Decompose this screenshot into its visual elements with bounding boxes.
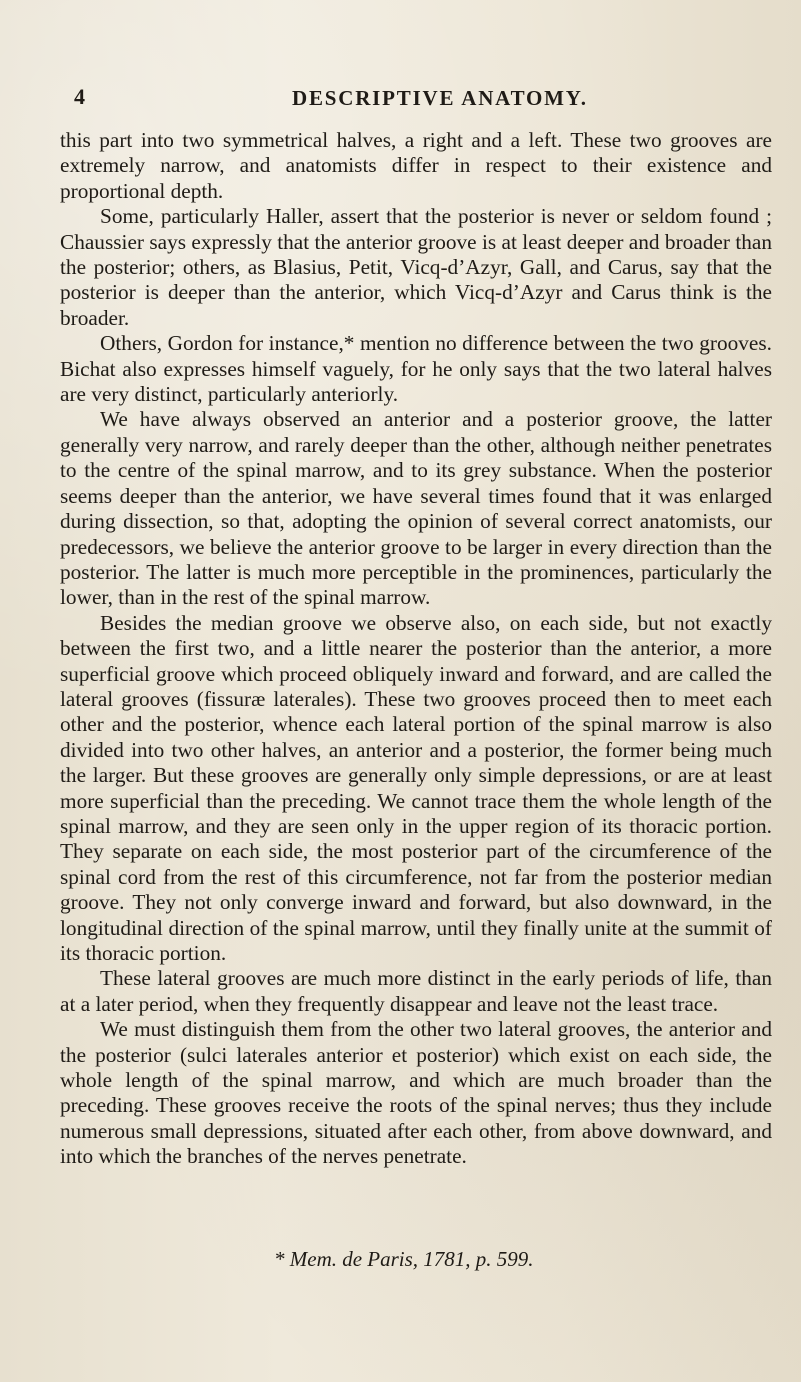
running-head xyxy=(60,84,761,114)
paragraph-3: Others, Gordon for instance,* mention no difference between the two grooves. Bichat also expresses himself vaguely, for he only says that the two lateral halves are very distinct, particularly anteriorly. xyxy=(60,331,772,407)
footnote: * Mem. de Paris, 1781, p. 599. xyxy=(274,1247,534,1271)
paragraph-6: These lateral grooves are much more distinct in the early periods of life, than at a later period, when they frequently disappear and leave not the least trace. xyxy=(60,966,772,1016)
paragraph-1: this part into two symmetrical halves, a right and a left. These two grooves are extremely narrow, and anatomists differ in respect to their existence and proportional depth. xyxy=(60,128,772,203)
running-title: DESCRIPTIVE ANATOMY. xyxy=(292,86,588,110)
paragraph-5: Besides the median groove we observe also, on each side, but not exactly between the first two, and a little nearer the posterior than the anterior, a more superficial groove which proceed obliquely inward and forward, and are called the lateral grooves (fissuræ laterales). These two grooves proceed then to meet each other and the posterior, whence each lateral portion of the spinal marrow is also divided into two other halves, an anterior and a posterior, the former being much the larger. But these grooves are generally only simple depressions, or are at least more superficial than the preceding. We cannot trace them the whole length of the spinal marrow, and they are seen only in the upper region of its thoracic portion. They separate on each side, the most posterior part of the circumference of the spinal cord from the rest of this circumference, not far from the posterior median groove. They not only converge inward and forward, but also downward, in the longitudinal direction of the spinal marrow, until they finally unite at the summit of its thoracic portion. xyxy=(60,610,772,965)
paragraph-7: We must distinguish them from the other two lateral grooves, the anterior and the posterior (sulci laterales anterior et posterior) which exist on each side, the whole length of the spinal marrow, and which are much broader than the preceding. These grooves receive the roots of the spinal nerves; thus they include numerous small depressions, situated after each other, from above downward, and into which the branches of the nerves penetrate. xyxy=(60,1017,772,1169)
page-number: 4 xyxy=(74,84,86,109)
body-text xyxy=(60,128,772,1170)
paragraph-2: Some, particularly Haller, assert that the posterior is never or seldom found ; Chaussier says expressly that the anterior groove is at least deeper and broader than the posterior; others, as Blasius, Petit, Vicq-d’Azyr, Gall, and Carus, say that the posterior is deeper than the anterior, which Vicq-d’Azyr and Carus think is the broader. xyxy=(60,204,772,330)
paragraph-4: We have always observed an anterior and a posterior groove, the latter generally very narrow, and rarely deeper than the other, although neither penetrates to the centre of the spinal marrow, and to its grey substance. When the posterior seems deeper than the anterior, we have several times found that it was enlarged during dissection, so that, adopting the opinion of several correct anatomists, our predecessors, we believe the anterior groove to be larger in every direction than the posterior. The latter is much more perceptible in the prominences, particularly the lower, than in the rest of the spinal marrow. xyxy=(60,407,772,610)
